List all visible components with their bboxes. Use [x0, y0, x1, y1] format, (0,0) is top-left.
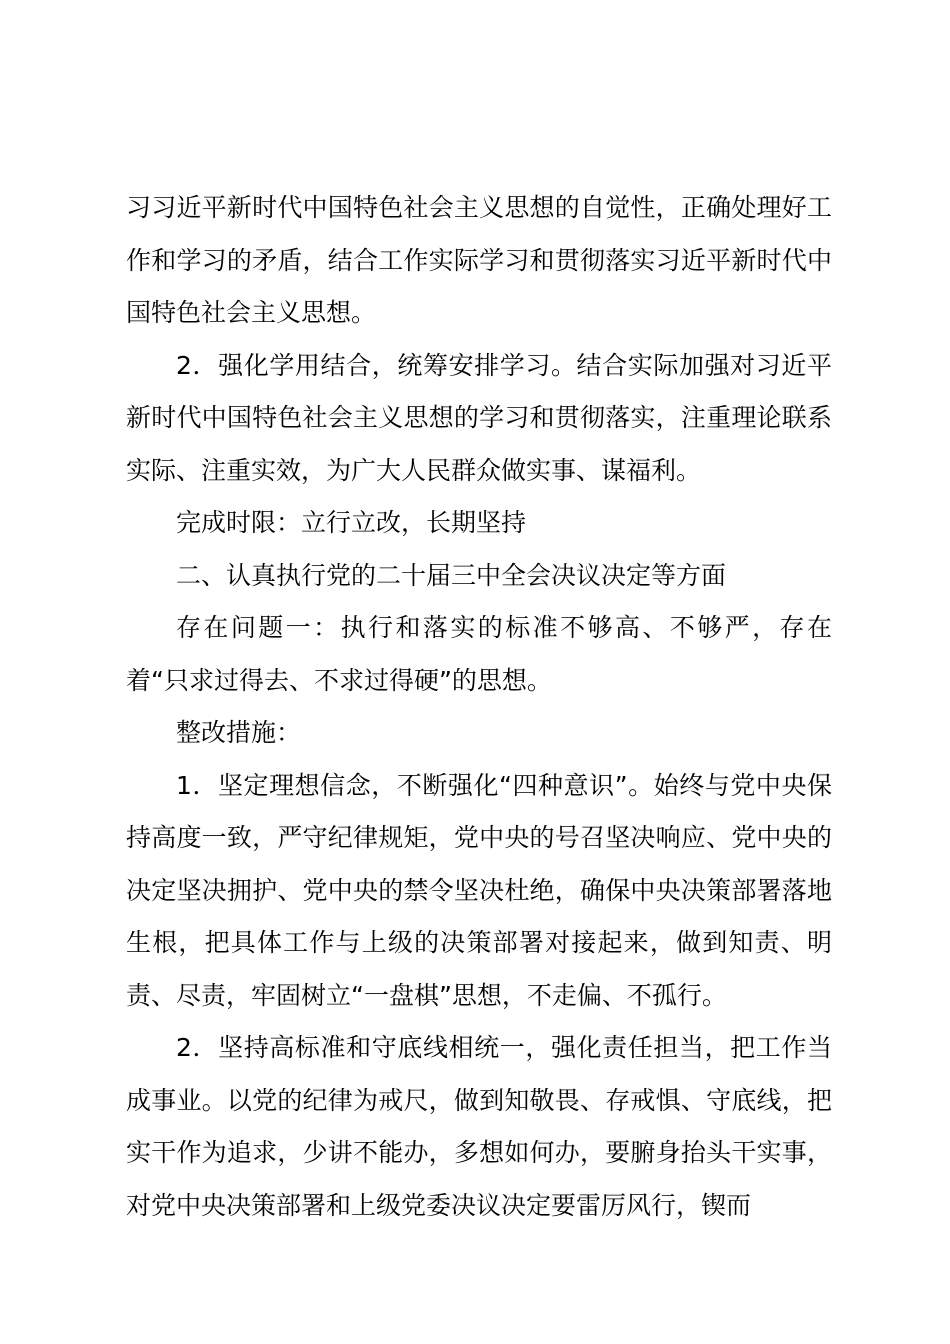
paragraph-problem-1: 存在问题一：执行和落实的标准不够高、不够严，存在着“只求过得去、不求过得硬”的思想。 — [126, 613, 832, 695]
paragraph-measures-label: 整改措施： — [176, 718, 302, 747]
paragraph-measure-2: 2．坚持高标准和守底线相统一，强化责任担当，把工作当成事业。以党的纪律为戒尺，做到知敬畏、存戒惧、守底线，把实干作为追求，少讲不能办，多想如何办，要腑身抬头干实事，对党中央决策部署和上级党委决议决定要雷厉风行，锲而 — [126, 1033, 832, 1220]
paragraph-measure-1: 1．坚定理想信念，不断强化“四种意识”。始终与党中央保持高度一致，严守纪律规矩，党中央的号召坚决响应、党中央的决定坚决拥护、党中央的禁令坚决杜绝，确保中央决策部署落地生根，把具体工作与上级的决策部署对接起来，做到知责、明责、尽责，牢固树立“一盘棋”思想，不走偏、不孤行。 — [126, 770, 832, 1010]
section-heading-2: 二、认真执行党的二十届三中全会决议决定等方面 — [176, 560, 727, 590]
document-body — [126, 182, 832, 1232]
paragraph-continuation: 习习近平新时代中国特色社会主义思想的自觉性，正确处理好工作和学习的矛盾，结合工作实际学习和贯彻落实习近平新时代中国特色社会主义思想。 — [126, 193, 832, 327]
paragraph-deadline: 完成时限：立行立改，长期坚持 — [176, 508, 527, 537]
paragraph-measure-2-study: 2．强化学用结合，统筹安排学习。结合实际加强对习近平新时代中国特色社会主义思想的学习和贯彻落实，注重理论联系实际、注重实效，为广大人民群众做实事、谋福利。 — [126, 350, 832, 485]
